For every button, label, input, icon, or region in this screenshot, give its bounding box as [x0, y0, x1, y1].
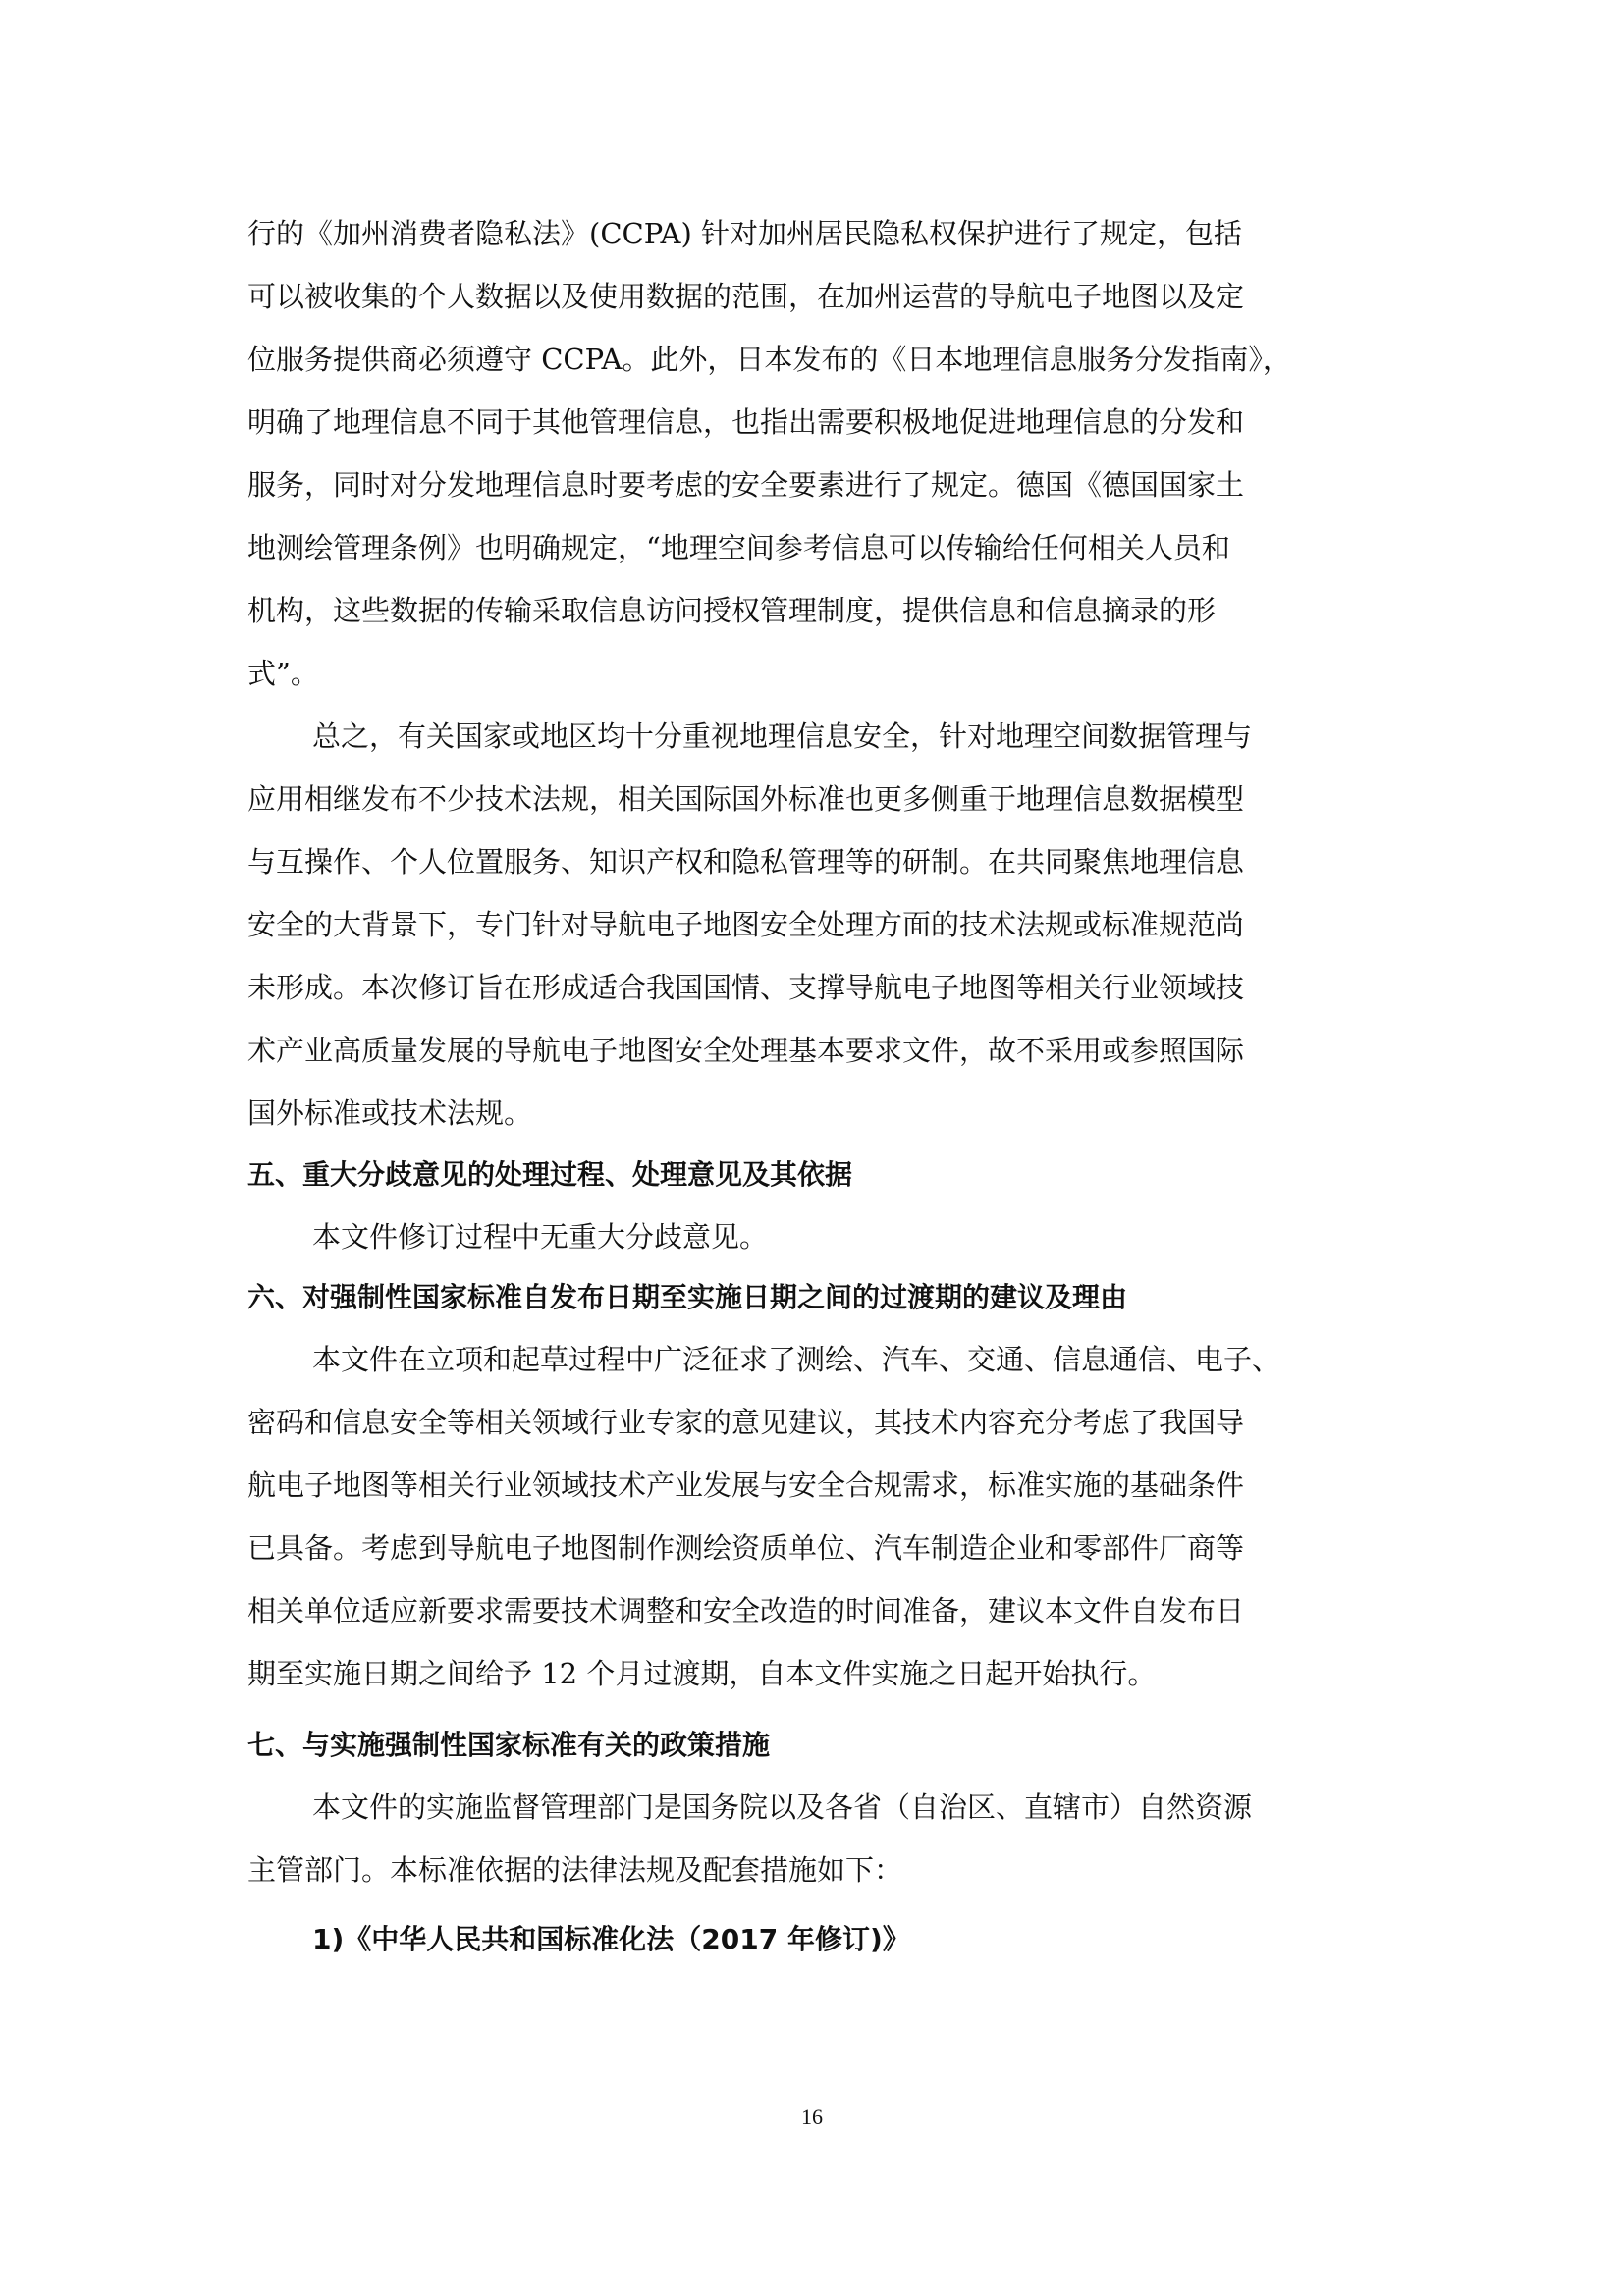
- paragraph-line: 位服务提供商必须遵守 CCPA。此外，日本发布的《日本地理信息服务分发指南》，: [247, 343, 1291, 376]
- paragraph-line: 可以被收集的个人数据以及使用数据的范围，在加州运营的导航电子地图以及定: [247, 280, 1245, 313]
- law-list-item: 1)《中华人民共和国标准化法（2017 年修订)》: [312, 1923, 910, 1955]
- paragraph-line: 地测绘管理条例》也明确规定，“地理空间参考信息可以传输给任何相关人员和: [247, 531, 1230, 564]
- paragraph-line: 总之，有关国家或地区均十分重视地理信息安全，针对地理空间数据管理与: [312, 720, 1253, 753]
- paragraph-line: 主管部门。本标准依据的法律法规及配套措施如下：: [247, 1853, 903, 1887]
- paragraph-line: 未形成。本次修订旨在形成适合我国国情、支撑导航电子地图等相关行业领域技: [247, 971, 1245, 1004]
- section-heading: 五、重大分歧意见的处理过程、处理意见及其依据: [247, 1158, 853, 1191]
- paragraph-line: 术产业高质量发展的导航电子地图安全处理基本要求文件，故不采用或参照国际: [247, 1034, 1245, 1067]
- paragraph-line: 期至实施日期之间给予 12 个月过渡期，自本文件实施之日起开始执行。: [247, 1657, 1157, 1690]
- paragraph-line: 明确了地理信息不同于其他管理信息，也指出需要积极地促进地理信息的分发和: [247, 405, 1245, 439]
- paragraph-line: 本文件修订过程中无重大分歧意见。: [312, 1220, 769, 1254]
- paragraph-line: 安全的大背景下，专门针对导航电子地图安全处理方面的技术法规或标准规范尚: [247, 908, 1245, 941]
- section-heading: 七、与实施强制性国家标准有关的政策措施: [247, 1729, 771, 1761]
- paragraph-line: 式”。: [247, 657, 319, 690]
- paragraph-line: 服务，同时对分发地理信息时要考虑的安全要素进行了规定。德国《德国国家土: [247, 468, 1245, 502]
- paragraph-line: 本文件在立项和起草过程中广泛征求了测绘、汽车、交通、信息通信、电子、: [312, 1343, 1281, 1376]
- paragraph-line: 相关单位适应新要求需要技术调整和安全改造的时间准备，建议本文件自发布日: [247, 1594, 1245, 1628]
- section-heading: 六、对强制性国家标准自发布日期至实施日期之间的过渡期的建议及理由: [247, 1281, 1128, 1313]
- paragraph-line: 应用相继发布不少技术法规，相关国际国外标准也更多侧重于地理信息数据模型: [247, 782, 1245, 816]
- paragraph-line: 与互操作、个人位置服务、知识产权和隐私管理等的研制。在共同聚焦地理信息: [247, 845, 1245, 879]
- paragraph-line: 机构，这些数据的传输采取信息访问授权管理制度，提供信息和信息摘录的形: [247, 594, 1217, 627]
- paragraph-line: 密码和信息安全等相关领域行业专家的意见建议，其技术内容充分考虑了我国导: [247, 1406, 1245, 1439]
- paragraph-line: 本文件的实施监督管理部门是国务院以及各省（自治区、直辖市）自然资源: [312, 1790, 1253, 1824]
- paragraph-line: 已具备。考虑到导航电子地图制作测绘资质单位、汽车制造企业和零部件厂商等: [247, 1531, 1245, 1565]
- paragraph-line: 行的《加州消费者隐私法》(CCPA) 针对加州居民隐私权保护进行了规定，包括: [247, 217, 1243, 250]
- page-number: 16: [801, 2105, 823, 2129]
- paragraph-line: 国外标准或技术法规。: [247, 1096, 533, 1130]
- paragraph-line: 航电子地图等相关行业领域技术产业发展与安全合规需求，标准实施的基础条件: [247, 1468, 1245, 1502]
